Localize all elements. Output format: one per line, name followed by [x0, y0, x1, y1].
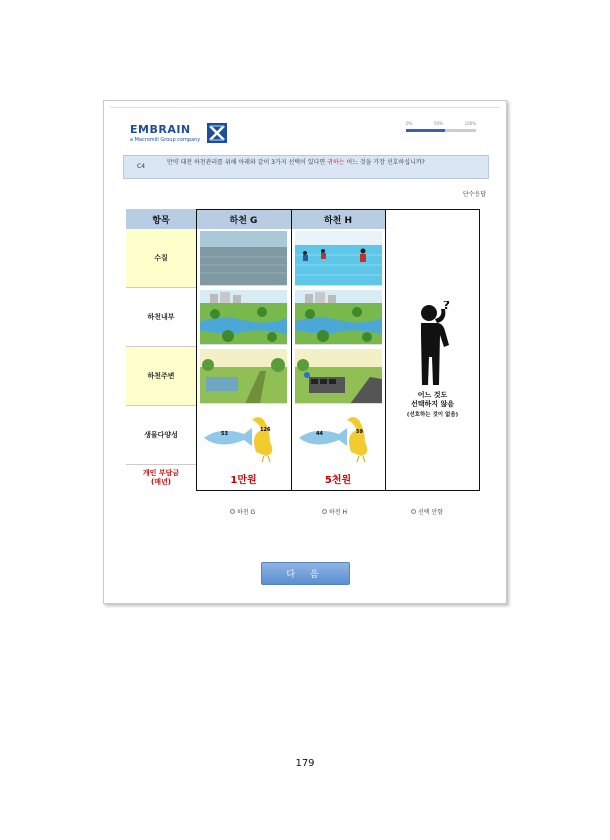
bird-icon — [347, 417, 367, 456]
cost-label-line2: (매년) — [151, 478, 171, 486]
macromill-logo-icon — [207, 123, 227, 143]
radio-option-h[interactable] — [322, 507, 347, 516]
progress-fill — [406, 129, 445, 132]
row-label-cost — [126, 465, 196, 491]
option-h-riverside-image — [295, 349, 382, 404]
option-h-water-image — [295, 231, 382, 286]
row-label-riverside: 하천주변 — [126, 347, 196, 406]
page-number: 179 — [295, 758, 315, 769]
header-item: 항목 — [126, 209, 196, 229]
brand-tagline: a Macromill Group company — [130, 137, 201, 143]
survey-frame — [103, 100, 507, 604]
answer-type-label: 단수응답 — [462, 191, 486, 198]
progress-track — [406, 129, 476, 132]
radio-option-g-label: 하천 G — [237, 509, 256, 516]
radio-option-h-label: 하천 H — [329, 509, 348, 516]
none-option-panel — [385, 209, 480, 491]
brand-name: EMBRAIN — [130, 123, 191, 136]
question-bar — [123, 155, 489, 179]
radio-dot[interactable] — [230, 509, 235, 514]
progress-indicator — [406, 121, 476, 132]
choice-table — [126, 209, 480, 491]
option-g-riverside-image — [200, 349, 287, 404]
header-option-g: 하천 G — [196, 209, 291, 229]
header-option-h: 하천 H — [291, 209, 385, 229]
option-g-price: 1만원 — [230, 474, 257, 486]
bird-count-h: 59 — [356, 429, 363, 435]
radio-dot[interactable] — [322, 509, 327, 514]
none-option-subtitle: (선호하는 것이 없음) — [406, 412, 459, 418]
fish-icon — [204, 428, 252, 446]
radio-dot[interactable] — [411, 509, 416, 514]
radio-option-none-label: 선택 안함 — [418, 509, 444, 516]
question-highlight: 귀하는 — [327, 159, 345, 166]
next-button[interactable]: 다 음 — [261, 562, 350, 585]
radio-option-g[interactable] — [230, 507, 255, 516]
fish-count-h: 44 — [316, 431, 323, 437]
thinking-person-icon — [413, 301, 453, 387]
bird-count-g: 126 — [260, 427, 271, 433]
row-label-biodiversity: 생물다양성 — [126, 406, 196, 465]
option-h-biodiversity — [295, 408, 382, 463]
progress-label-mid: 50% — [434, 121, 443, 126]
option-g-inner-image — [200, 290, 287, 345]
cost-label-line1: 개인 부담금 — [142, 469, 180, 477]
option-g-water-image — [200, 231, 287, 286]
bird-icon — [252, 417, 272, 456]
radio-option-none[interactable] — [411, 507, 443, 516]
row-label-river-inner: 하천내부 — [126, 288, 196, 347]
option-h-inner-image — [295, 290, 382, 345]
question-text: 만약 대전 하천관리를 위해 아래와 같이 3가지 선택이 있다면 귀하는 어느 것을 가장 선호하십니까? — [167, 159, 425, 166]
option-h-price: 5천원 — [324, 474, 352, 486]
progress-label-end: 100% — [464, 121, 476, 126]
fish-count-g: 53 — [221, 431, 228, 437]
question-id: C4 — [137, 163, 146, 170]
none-option-title-1: 어느 것도 — [417, 391, 448, 399]
row-label-water-quality: 수질 — [126, 229, 196, 288]
none-option-title-2: 선택하지 않음 — [410, 400, 454, 408]
fish-icon — [299, 428, 347, 446]
option-g-biodiversity — [200, 408, 287, 463]
frame-top-rule — [110, 107, 500, 108]
svg-text:?: ? — [442, 301, 450, 312]
progress-label-start: 0% — [406, 121, 413, 126]
brand-logo — [130, 123, 200, 143]
